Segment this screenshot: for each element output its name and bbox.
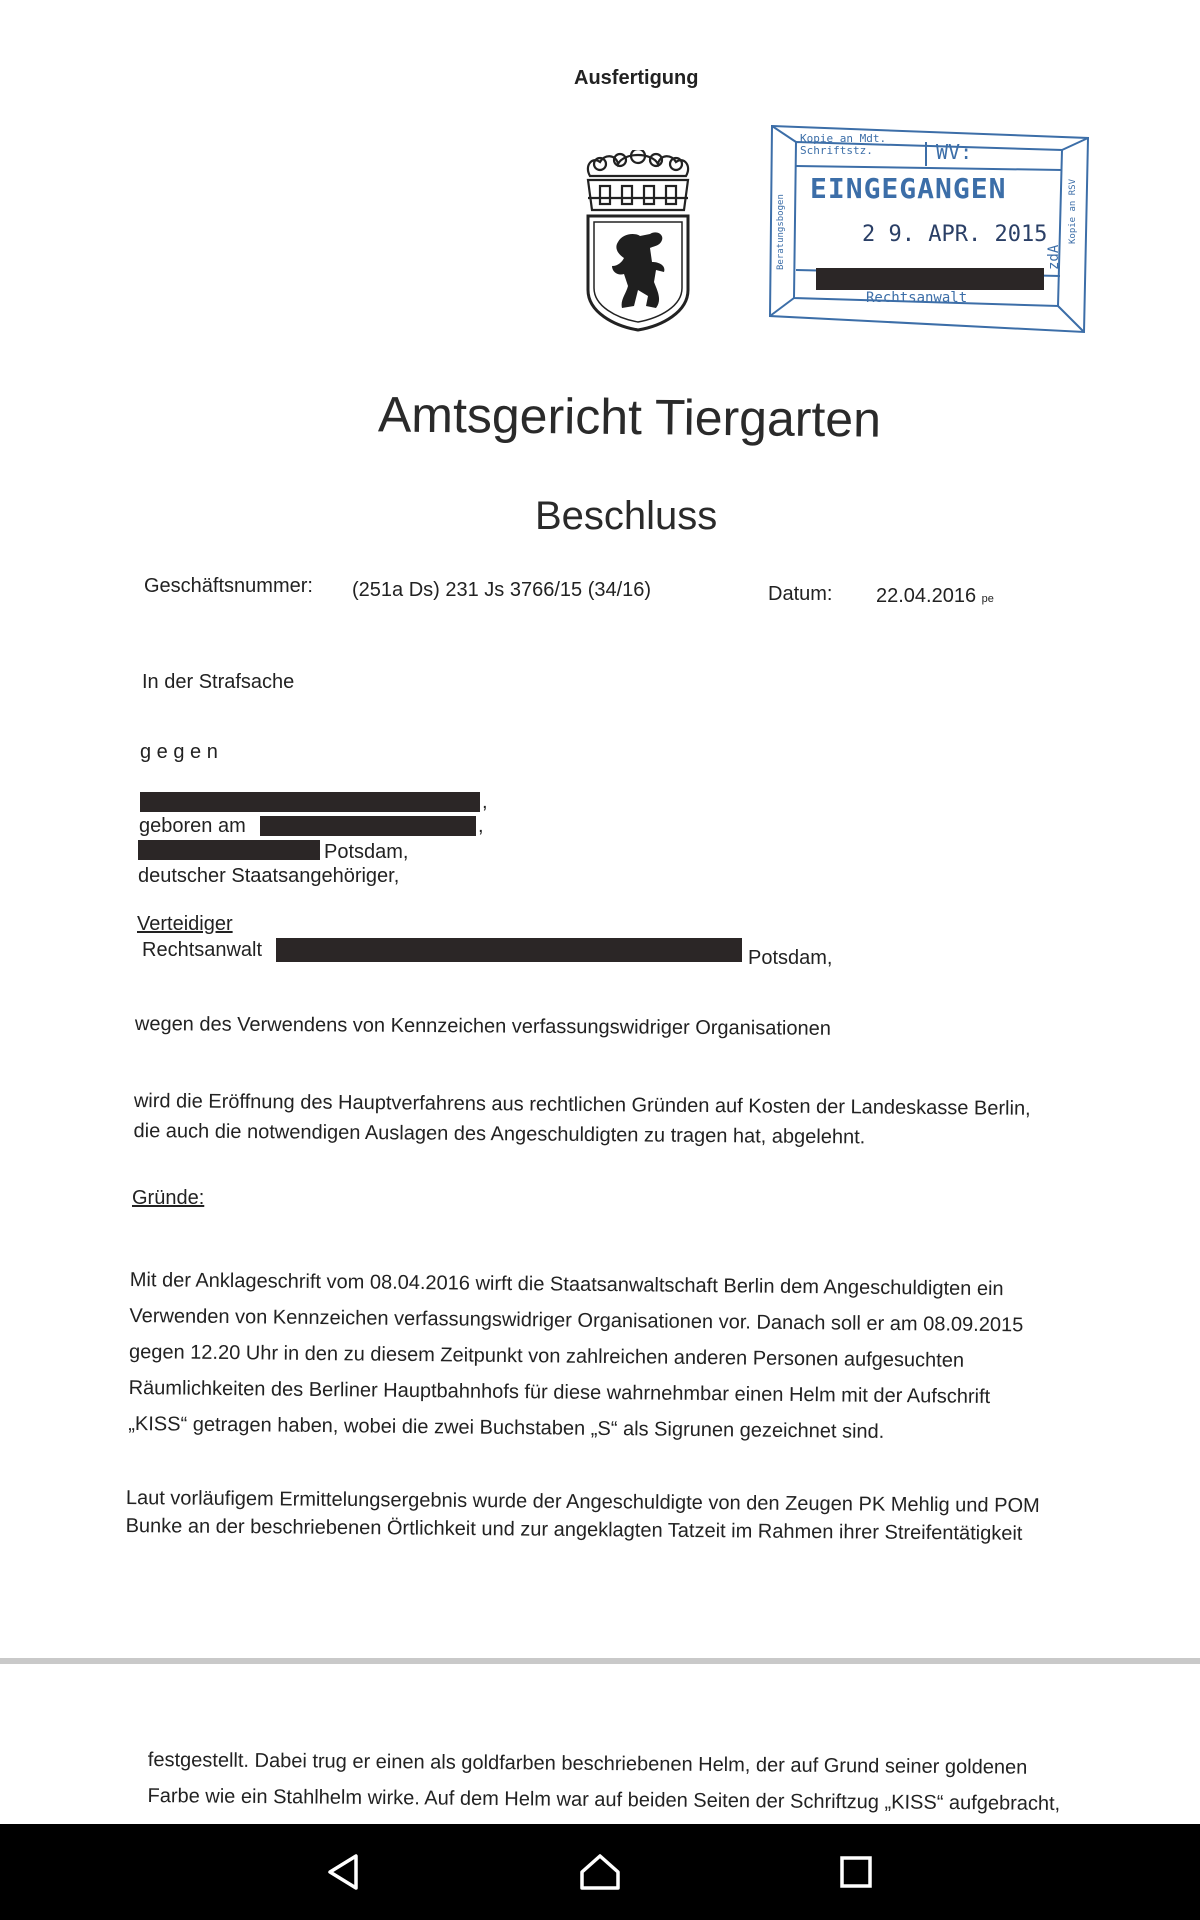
stamp-top-left-2: Schriftstz. bbox=[800, 144, 873, 157]
stamp-side-right: zdA bbox=[1046, 244, 1062, 270]
paragraph-2-line-1: Laut vorläufigem Ermittelungsergebnis wurde der Angeschuldigte von den Zeugen PK Mehlig und POM bbox=[125, 1486, 1040, 1517]
defense-title: Rechtsanwalt bbox=[142, 939, 263, 961]
paragraph-1-line-2: Verwenden von Kennzeichen verfassungswidriger Organisationen vor. Danach soll er am 08.09.2015 bbox=[129, 1304, 1024, 1337]
redaction-birth-date bbox=[260, 816, 476, 836]
comma-2: , bbox=[478, 815, 484, 837]
charge: wegen des Verwendens von Kennzeichen verfassungswidriger Organisationen bbox=[134, 1013, 831, 1040]
ruling-line-2: die auch die notwendigen Auslagen des Angeschuldigten zu tragen hat, abgelehnt. bbox=[133, 1119, 866, 1149]
ruling-line-1: wird die Eröffnung des Hauptverfahrens aus rechtlichen Gründen auf Kosten der Landeskasse Berlin, bbox=[133, 1089, 1031, 1120]
document-type: Beschluss bbox=[535, 494, 718, 538]
nationality: deutscher Staatsangehöriger, bbox=[138, 865, 400, 887]
case-intro: In der Strafsache bbox=[142, 671, 295, 693]
reasons-heading: Gründe: bbox=[132, 1187, 205, 1209]
page-2-line-1: festgestellt. Dabei trug er einen als goldfarben beschriebenen Helm, der auf Grund seiner goldenen bbox=[147, 1748, 1028, 1779]
stamp-top-left: Kopie an Mdt. bbox=[800, 132, 887, 145]
paragraph-1-line-3: gegen 12.20 Uhr in den zu diesem Zeitpunkt von zahlreichen anderen Personen aufgesuchten bbox=[128, 1340, 965, 1372]
comma-1: , bbox=[482, 791, 488, 813]
berlin-bear-crest-icon bbox=[578, 150, 698, 332]
against: g e g e n bbox=[140, 741, 218, 763]
paragraph-2 bbox=[126, 1484, 1040, 1548]
stamp-wv: WV: bbox=[936, 140, 973, 164]
case-number-label: Geschäftsnummer: bbox=[144, 575, 313, 597]
stamp-redaction bbox=[816, 268, 1044, 290]
date-label: Datum: bbox=[768, 583, 833, 605]
redaction-defendant-name bbox=[140, 792, 480, 812]
ruling bbox=[133, 1086, 1030, 1154]
stamp-side-left: Beratungsbogen bbox=[776, 194, 786, 270]
paragraph-1 bbox=[128, 1262, 1024, 1451]
back-triangle-icon bbox=[314, 1842, 374, 1902]
recents-square-icon bbox=[826, 1842, 886, 1902]
back-button[interactable] bbox=[314, 1842, 374, 1902]
defense-city: Potsdam, bbox=[748, 947, 833, 969]
date-value bbox=[876, 584, 994, 611]
defendant-city: Potsdam, bbox=[324, 841, 409, 863]
date-suffix: pe bbox=[981, 593, 994, 605]
stamp-lawyer: Rechtsanwalt bbox=[866, 290, 968, 306]
paragraph-1-line-4: Räumlichkeiten des Berliner Hauptbahnhofs für diese wahrnehmbar einen Helm mit der Aufschrift bbox=[128, 1376, 991, 1409]
page-2-text bbox=[147, 1742, 1060, 1822]
stamp-date: 2 9. APR. 2015 bbox=[862, 222, 1048, 247]
document-page-2 bbox=[0, 1664, 1200, 1824]
home-button[interactable] bbox=[570, 1842, 630, 1902]
redaction-lawyer-name bbox=[276, 938, 742, 962]
court-name: Amtsgericht Tiergarten bbox=[377, 386, 882, 448]
stamp-side-right-2: Kopie an RSV bbox=[1068, 178, 1078, 244]
date: 22.04.2016 bbox=[876, 585, 977, 607]
stamp-received: EINGEGANGEN bbox=[810, 172, 1007, 205]
redaction-address bbox=[138, 840, 320, 860]
case-number: (251a Ds) 231 Js 3766/15 (34/16) bbox=[352, 579, 652, 601]
home-icon bbox=[570, 1842, 630, 1902]
born-label: geboren am bbox=[139, 815, 246, 837]
page-2-line-2: Farbe wie ein Stahlhelm wirke. Auf dem Helm war auf beiden Seiten der Schriftzug „KISS“ aufgebracht, bbox=[147, 1784, 1061, 1815]
paragraph-1-line-1: Mit der Anklageschrift vom 08.04.2016 wirft die Staatsanwaltschaft Berlin dem Angeschuldigten ein bbox=[129, 1268, 1004, 1301]
received-stamp bbox=[766, 120, 1096, 340]
navigation-bar bbox=[0, 1824, 1200, 1920]
header-label: Ausfertigung bbox=[574, 67, 699, 89]
recents-button[interactable] bbox=[826, 1842, 886, 1902]
paragraph-1-line-5: „KISS“ getragen haben, wobei die zwei Buchstaben „S“ als Sigrunen gezeichnet sind. bbox=[128, 1412, 885, 1443]
paragraph-2-line-2: Bunke an der beschriebenen Örtlichkeit und zur angeklagten Tatzeit im Rahmen ihrer Streifentätigkeit bbox=[125, 1514, 1023, 1545]
defense-heading: Verteidiger bbox=[137, 913, 233, 935]
